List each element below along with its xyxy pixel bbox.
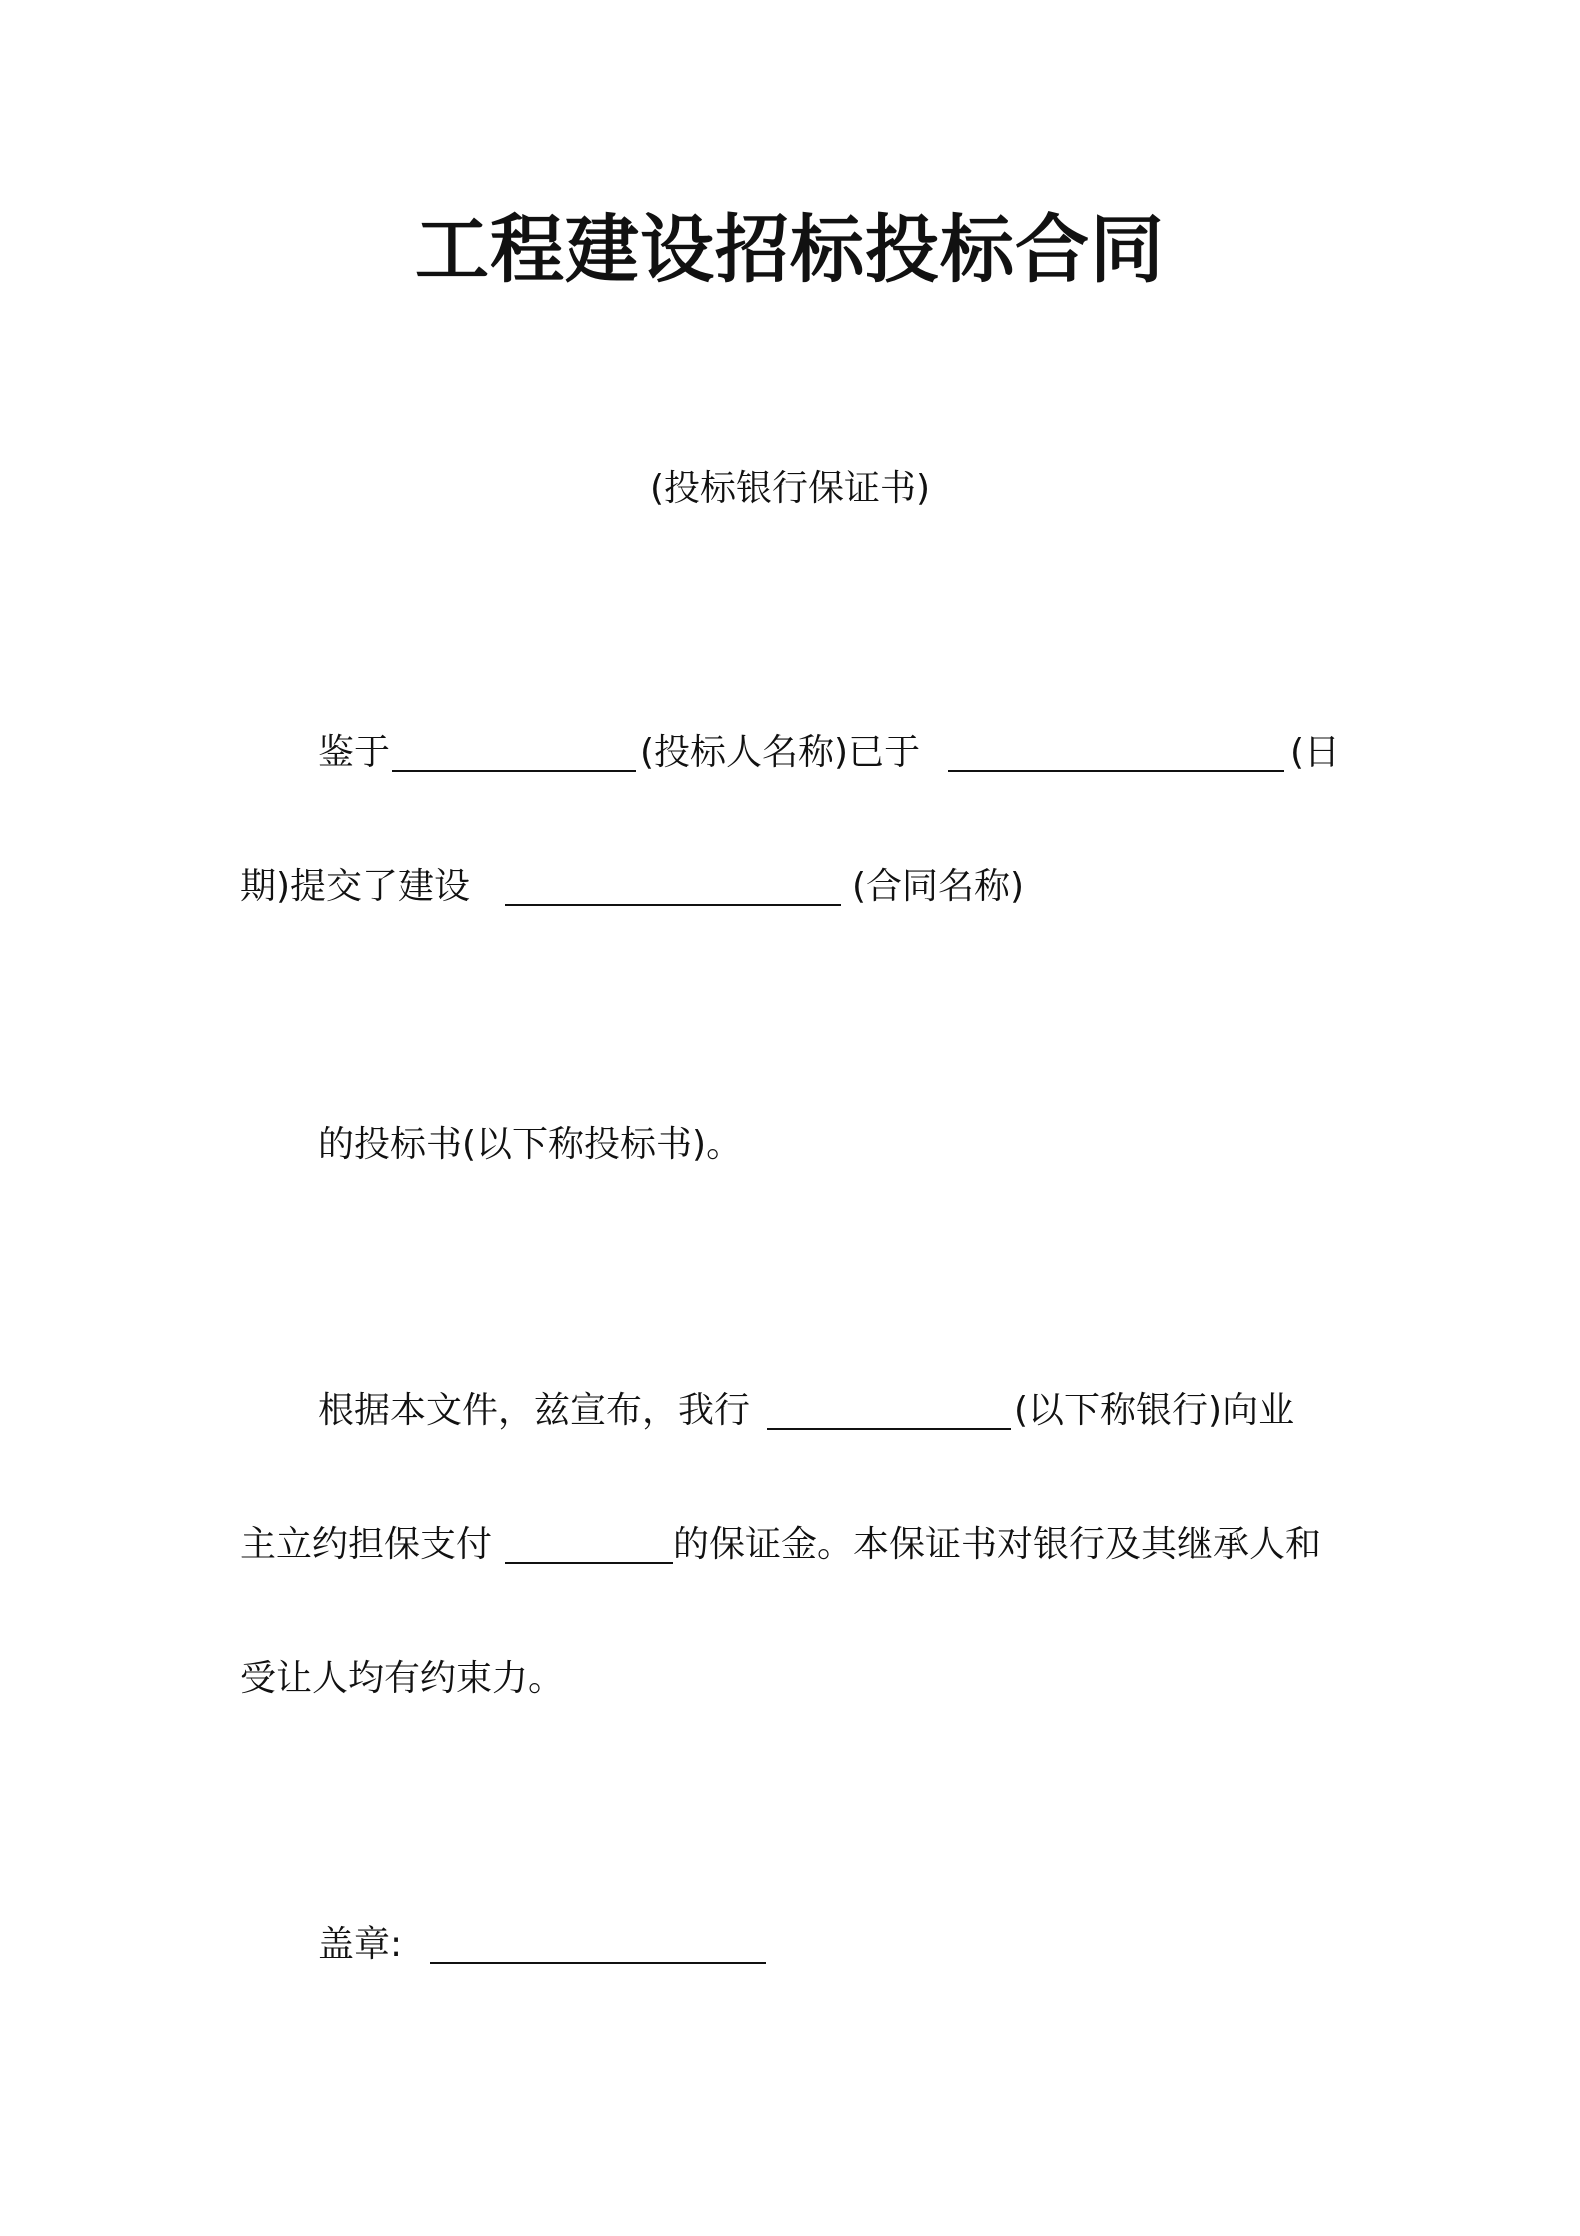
bank-name-blank[interactable] — [767, 1388, 1011, 1430]
document-subtitle: (投标银行保证书) — [649, 468, 931, 509]
seal-blank-wrap — [430, 1922, 766, 1968]
para1-line1-text1: 鉴于 — [318, 732, 391, 773]
bidder-name-blank[interactable] — [392, 730, 636, 772]
amount-blank[interactable] — [505, 1522, 673, 1564]
para1-line2-text1: 期)提交了建设 — [240, 866, 471, 907]
para2-line3-text1: 受让人均有约束力。 — [240, 1658, 565, 1699]
para1-line3-text1: 的投标书(以下称投标书)。 — [318, 1124, 743, 1165]
document-title: 工程建设招标投标合同 — [415, 207, 1165, 293]
para1-line1-text3: (日 — [1290, 732, 1341, 773]
date-blank-wrap — [948, 730, 1284, 776]
seal-label: 盖章: — [318, 1924, 403, 1965]
contract-name-blank-wrap — [505, 864, 841, 910]
para1-line2-text2: (合同名称) — [852, 866, 1025, 907]
para2-line2-text1: 主立约担保支付 — [240, 1524, 493, 1565]
contract-name-blank[interactable] — [505, 864, 841, 906]
amount-blank-wrap — [505, 1522, 673, 1568]
seal-blank[interactable] — [430, 1922, 766, 1964]
bidder-name-blank-wrap — [392, 730, 636, 776]
para2-line2-text2: 的保证金。本保证书对银行及其继承人和 — [673, 1524, 1322, 1565]
date-blank[interactable] — [948, 730, 1284, 772]
bank-name-blank-wrap — [767, 1388, 1011, 1434]
para2-line1-text2: (以下称银行)向业 — [1014, 1390, 1295, 1431]
para1-line1-text2: (投标人名称)已于 — [640, 732, 921, 773]
para2-line1-text1: 根据本文件，兹宣布，我行 — [318, 1390, 751, 1431]
